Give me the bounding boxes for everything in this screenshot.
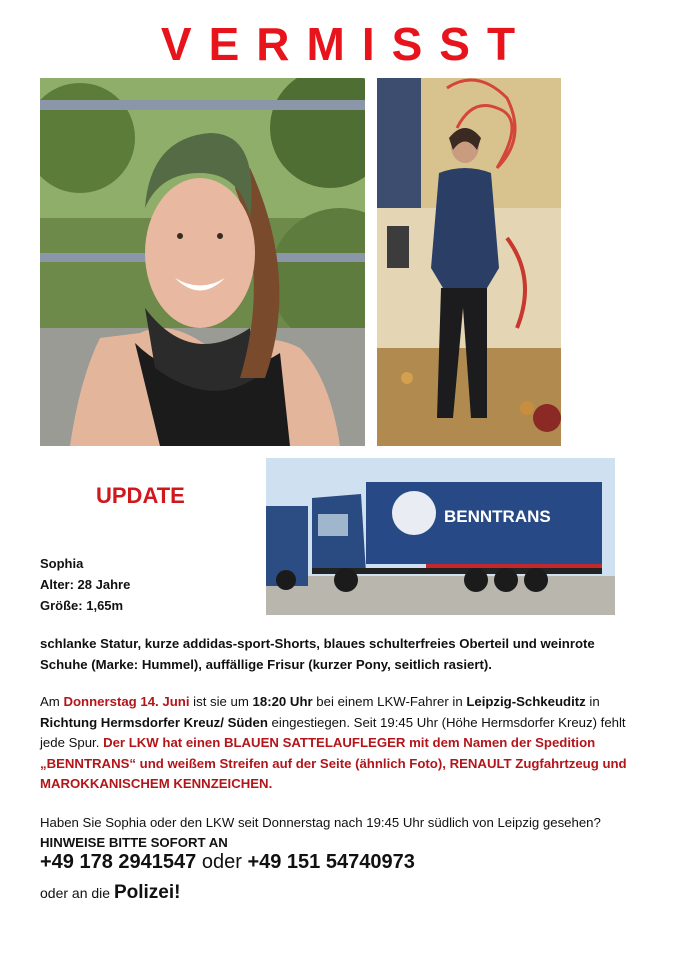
police-prefix: oder an die	[40, 885, 114, 901]
event-place: Leipzig-Schkeuditz	[466, 694, 586, 709]
event-text-3: bei einem LKW-Fahrer in	[312, 694, 467, 709]
person-height: Größe: 1,65m	[40, 598, 124, 613]
event-text-4: in	[585, 694, 600, 709]
page-title: VERMISST	[160, 18, 533, 70]
event-direction: Richtung Hermsdorfer Kreuz/ Süden	[40, 714, 268, 730]
phone-number-2[interactable]: +49 151 54740973	[247, 851, 415, 873]
portrait-photo	[40, 78, 365, 446]
event-text-1: Am	[40, 694, 64, 709]
police-line	[40, 882, 180, 904]
description-text: schlanke Statur, kurze addidas-sport-Shorts, blaues schulterfreies Oberteil und weinrote Schuhe (Marke: Hummel), auffällige Frisur (kurzer Pony, seitlich rasiert).	[40, 636, 595, 672]
person-name: Sophia	[40, 556, 84, 571]
event-text-5: eingestiegen. Seit 19:45 Uhr (Höhe Hermsdorfer Kreuz) fehlt jede Spur.	[40, 714, 626, 750]
event-time: 18:20 Uhr	[252, 694, 313, 709]
phone-line	[40, 851, 415, 874]
event-text-2: ist sie um	[189, 694, 253, 709]
contact-call: HINWEISE BITTE SOFORT AN	[40, 835, 228, 850]
event-date: Donnerstag 14. Juni	[63, 694, 190, 709]
update-label: UPDATE	[96, 483, 185, 508]
event-truck-info: Der LKW hat einen BLAUEN SATTELAUFLEGER mit dem Namen der Spedition „BENNTRANS“ und weißem Streifen auf der Seite (ähnlich Foto), RENAULT Zugfahrtzeug und MAROKKANISCHEM KENNZEICHEN.	[40, 735, 627, 791]
person-age: Alter: 28 Jahre	[40, 577, 131, 592]
phone-or: oder	[196, 851, 248, 873]
truck-photo	[266, 458, 615, 615]
full-body-photo	[377, 78, 561, 446]
police-text: Polizei!	[113, 882, 181, 903]
phone-number-1[interactable]: +49 178 2941547	[40, 851, 197, 873]
event-paragraph	[40, 692, 640, 795]
contact-question: Haben Sie Sophia oder den LKW seit Donnerstag nach 19:45 Uhr südlich von Leipzig gesehen?	[40, 815, 601, 830]
truck-brand-text: BENNTRANS	[444, 507, 551, 526]
